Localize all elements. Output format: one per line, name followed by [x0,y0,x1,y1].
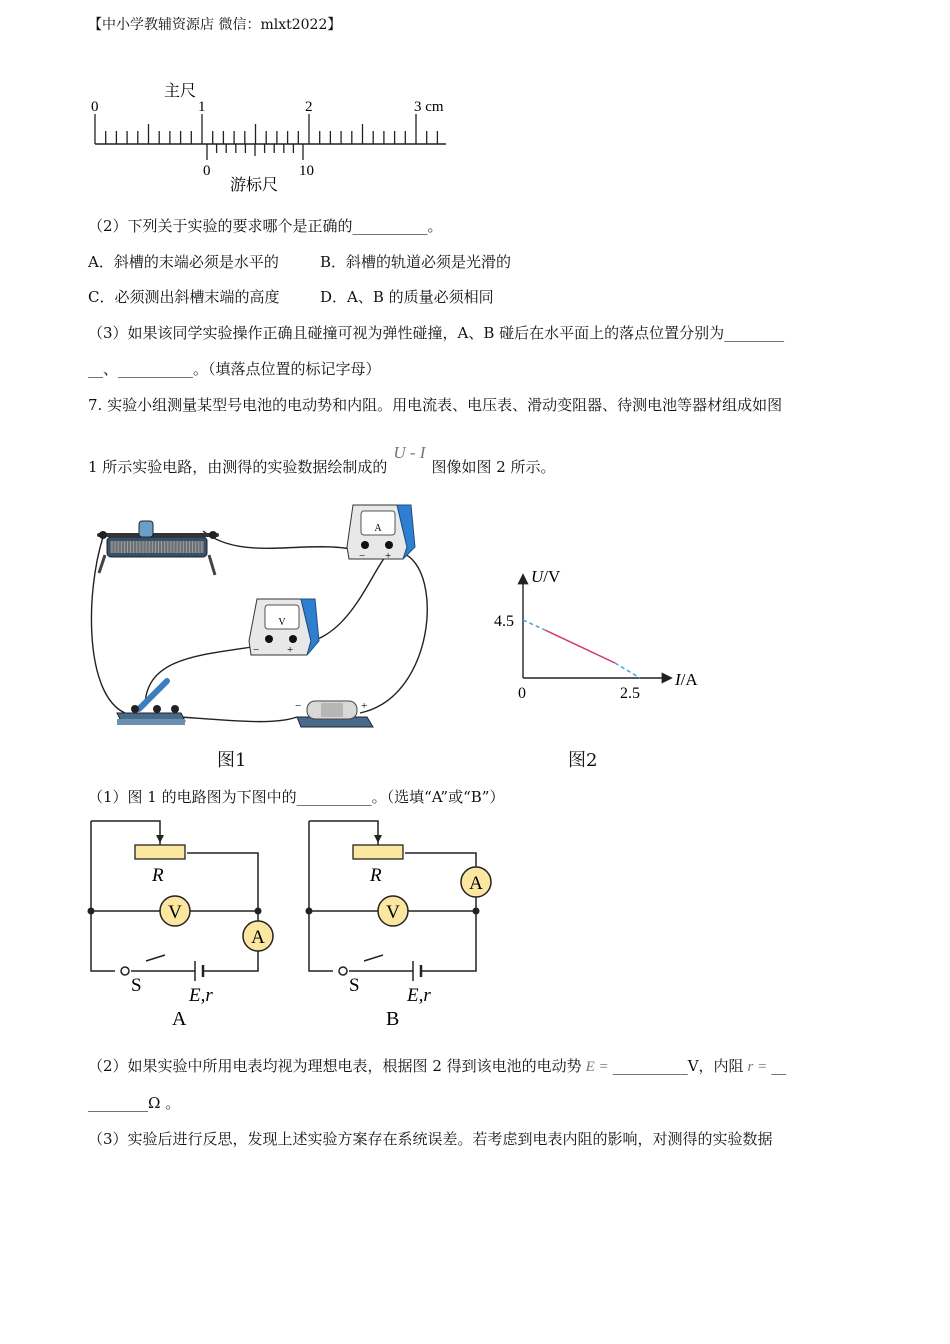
circuit-b-ammeter: A [469,873,483,894]
intercept-dash-x [615,663,640,678]
y-tick-label: 4.5 [494,613,514,630]
q6-option-a: A．斜槽的末端必须是水平的 [88,253,279,271]
q7-sub2-emf-symbol: E = [585,1059,609,1075]
circuit-diagram-b [303,815,503,1035]
voltmeter-device [249,599,319,656]
q7-intro-line2 [88,443,556,477]
circuit-a-resistor: R [152,865,164,886]
x-axis-label [674,670,698,689]
figure-2-ui-graph [490,560,720,710]
vernier-caliper-figure [80,78,460,198]
intercept-dash-y [523,620,545,630]
q6-question-3-line1: （3）如果该同学实验操作正确且碰撞可视为弹性碰撞，A、B 碰后在水平面上的落点位置分别为________ [88,324,785,342]
voltmeter-minus: − [253,644,260,656]
figure-2-caption: 图2 [568,750,598,771]
circuit-a-label: A [172,1008,187,1030]
circuit-diagram-a [85,815,285,1035]
y-axis-unit: /V [543,567,561,586]
circuit-a-switch: S [131,975,142,996]
battery-plus: + [361,700,368,712]
ammeter-device [347,505,415,562]
battery-holder [295,700,373,727]
circuit-b-voltmeter: V [386,902,400,923]
q7-intro-text-b: 图像如图 2 所示。 [431,458,556,476]
q7-intro-text-a: 1 所示实验电路，由测得的实验数据绘制成的 [88,458,388,476]
switch-device [117,681,185,725]
q7-sub2-r-symbol: r = [747,1059,768,1075]
main-tick-label-1: 1 [198,99,206,115]
x-axis-var: I [675,670,681,689]
voltmeter-symbol: V [278,617,286,628]
circuit-a-battery: E,r [189,985,213,1006]
y-axis-label [531,567,561,586]
q7-sub2-text-a: （2）如果实验中所用电表均视为理想电表，根据图 2 得到该电池的电动势 [88,1057,582,1075]
q7-sub-question-2-line2: ________Ω 。 [88,1094,181,1112]
ammeter-minus: − [359,550,366,562]
main-tick-label-3: 3 cm [414,99,444,115]
page-header: 【中小学教辅资源店 微信：mlxt2022】 [88,17,342,33]
vernier-tick-label-10: 10 [299,163,314,179]
ammeter-symbol: A [374,523,382,534]
origin-label: 0 [518,685,526,702]
circuit-a-ammeter: A [251,927,265,948]
figure-1-caption: 图1 [217,750,247,771]
x-axis-unit: /A [680,670,698,689]
circuit-b-switch: S [349,975,360,996]
battery-minus: − [295,700,302,712]
q7-sub2-text-b: __________V，内阻 [612,1057,744,1075]
rheostat [99,521,217,575]
q7-sub-question-2-line1 [88,1056,786,1077]
circuit-a-voltmeter: V [168,902,182,923]
q7-sub-question-3: （3）实验后进行反思，发现上述实验方案存在系统误差。若考虑到电表内阻的影响，对测得的实验数据 [88,1130,773,1148]
q6-option-b: B．斜槽的轨道必须是光滑的 [320,253,512,271]
main-scale-label: 主尺 [164,83,197,100]
q7-intro-formula: U - I [393,443,426,462]
y-axis-var: U [531,567,544,586]
main-tick-label-2: 2 [305,99,313,115]
circuit-b-resistor: R [370,865,382,886]
voltmeter-plus: + [287,644,294,656]
q6-question-3-line2: __、__________。（填落点位置的标记字母） [88,360,381,378]
vernier-tick-label-0: 0 [203,163,211,179]
q6-question-2: （2）下列关于实验的要求哪个是正确的__________。 [88,217,443,235]
figure-1-physical-circuit [85,495,445,745]
ui-data-line [545,630,615,663]
q7-intro-line1: 7. 实验小组测量某型号电池的电动势和内阻。用电流表、电压表、滑动变阻器、待测电池等器材组成如图 [88,396,783,414]
main-scale-ticks [95,114,437,144]
circuit-b-label: B [386,1008,400,1030]
vernier-scale-ticks [207,144,303,160]
q7-sub2-text-c: __ [771,1057,787,1075]
x-tick-label: 2.5 [620,685,640,702]
q7-sub-question-1: （1）图 1 的电路图为下图中的__________。（选填“A”或“B”） [88,788,505,806]
circuit-b-battery: E,r [407,985,431,1006]
q6-option-c: C．必须测出斜槽末端的高度 [88,288,280,306]
ammeter-plus: + [385,550,392,562]
main-tick-label-0: 0 [91,99,99,115]
q6-option-d: D．A、B 的质量必须相同 [320,288,494,306]
vernier-scale-label: 游标尺 [230,177,279,194]
